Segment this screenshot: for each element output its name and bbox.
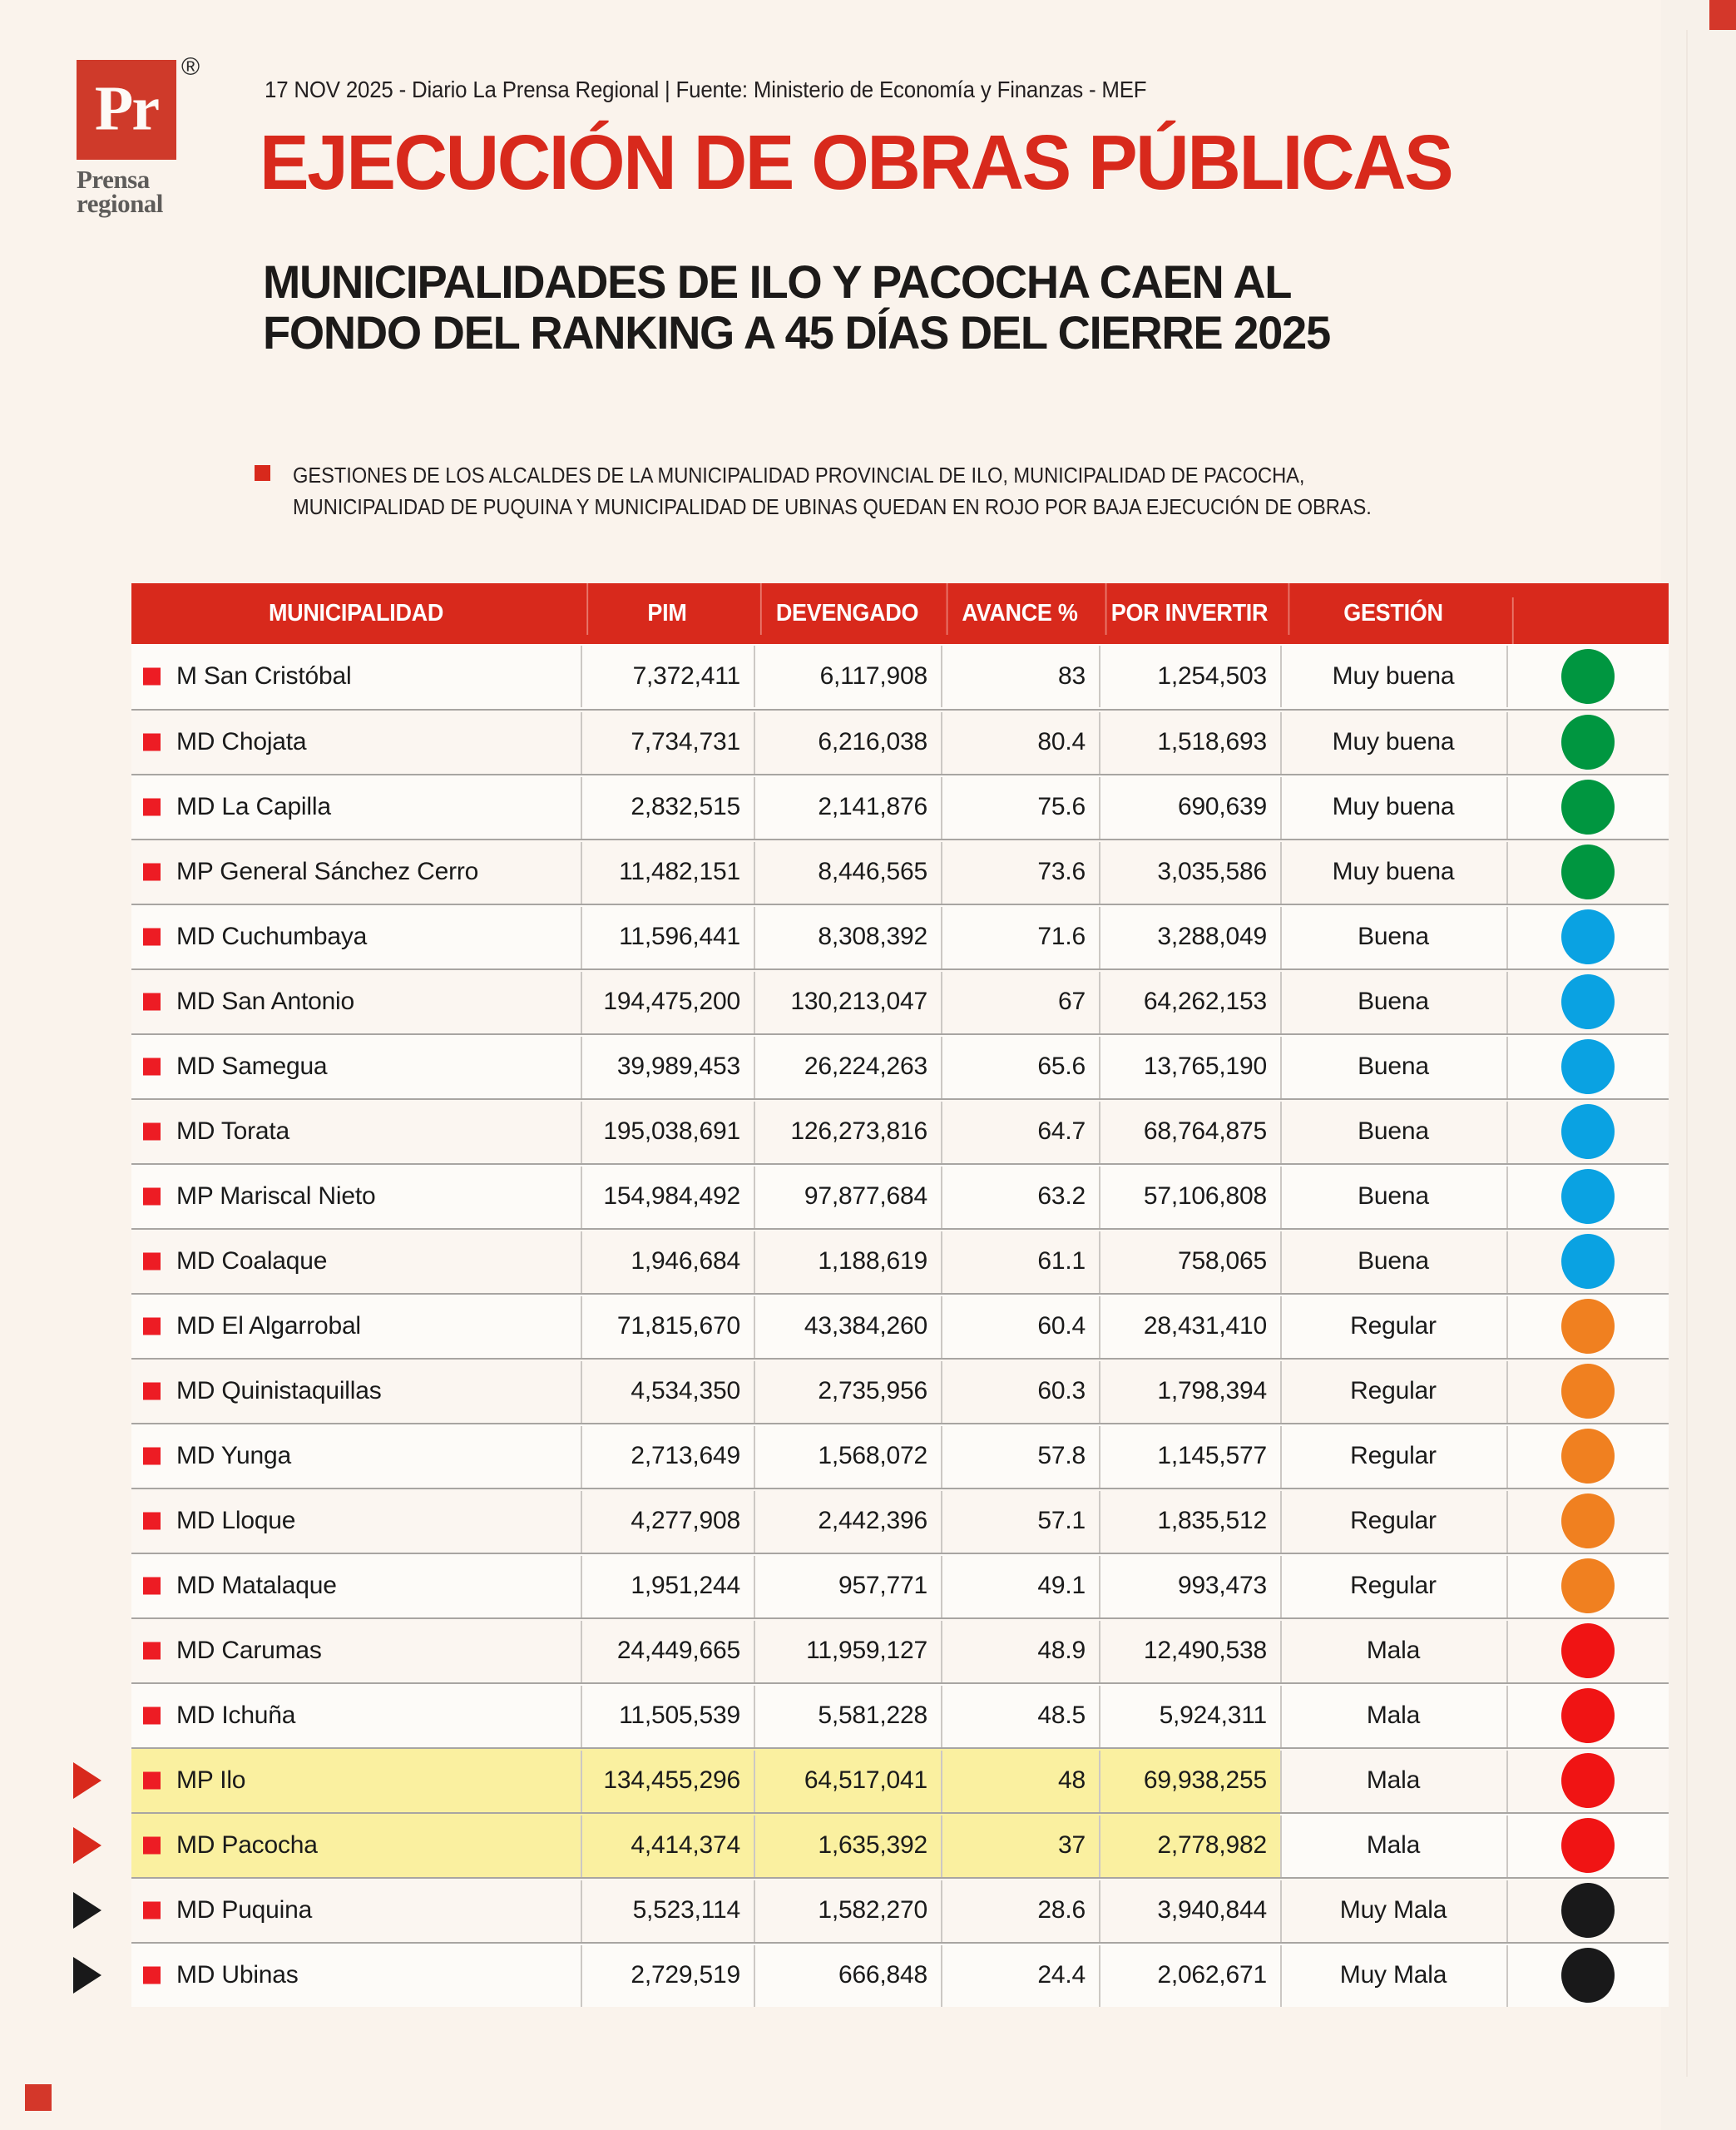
cell-avance: 63.2 [941, 1165, 1099, 1228]
cell-municipalidad [131, 1944, 581, 2007]
table-row [131, 1617, 1669, 1682]
cell-por-invertir: 13,765,190 [1099, 1035, 1280, 1098]
cell-pim: 2,832,515 [581, 775, 754, 839]
row-bullet-square-icon [143, 668, 161, 686]
cell-status [1506, 1489, 1669, 1553]
cell-gestion: Buena [1280, 1035, 1506, 1098]
status-badge [1561, 1429, 1615, 1484]
cell-municipalidad [131, 905, 581, 968]
cell-municipalidad [131, 1554, 581, 1617]
cell-devengado: 2,442,396 [754, 1489, 941, 1553]
column-header-municipalidad: MUNICIPALIDAD [268, 600, 444, 627]
cell-pim: 11,596,441 [581, 905, 754, 968]
table-row [131, 1942, 1669, 2007]
row-bullet-square-icon [143, 1837, 161, 1855]
logo-word-line1: Prensa [77, 165, 150, 194]
table-row [131, 1877, 1669, 1942]
cell-avance: 64.7 [941, 1100, 1099, 1163]
cell-municipalidad [131, 1749, 581, 1812]
right-rail [1661, 0, 1736, 2130]
cell-avance: 28.6 [941, 1879, 1099, 1942]
table-row [131, 1098, 1669, 1163]
cell-municipalidad [131, 775, 581, 839]
status-badge [1561, 1883, 1615, 1938]
cell-municipalidad [131, 1879, 581, 1942]
cell-por-invertir: 3,035,586 [1099, 840, 1280, 904]
cell-pim: 7,734,731 [581, 711, 754, 774]
subtitle-line1: MUNICIPALIDADES DE ILO Y PACOCHA CAEN AL [263, 255, 1292, 308]
subtitle-line2: FONDO DEL RANKING A 45 DÍAS DEL CIERRE 2025 [263, 306, 1330, 359]
status-badge [1561, 1623, 1615, 1678]
table-row [131, 1812, 1669, 1877]
table-row [131, 1228, 1669, 1293]
cell-avance: 83 [941, 644, 1099, 709]
cell-status [1506, 644, 1669, 709]
cell-por-invertir: 1,254,503 [1099, 644, 1280, 709]
cell-devengado: 957,771 [754, 1554, 941, 1617]
cell-devengado: 11,959,127 [754, 1619, 941, 1682]
cell-pim: 2,729,519 [581, 1944, 754, 2007]
rail-divider [1686, 30, 1688, 2077]
summary-note-line2: MUNICIPALIDAD DE PUQUINA Y MUNICIPALIDAD DE UBINAS QUEDAN EN ROJO POR BAJA EJECUCIÓN DE OBRAS. [293, 496, 1372, 520]
cell-avance: 24.4 [941, 1944, 1099, 2007]
cell-gestion: Mala [1280, 1619, 1506, 1682]
cell-avance: 73.6 [941, 840, 1099, 904]
row-bullet-square-icon [143, 1188, 161, 1206]
cell-devengado: 1,635,392 [754, 1814, 941, 1877]
row-bullet-square-icon [143, 1513, 161, 1530]
table-row [131, 774, 1669, 839]
cell-avance: 48.9 [941, 1619, 1099, 1682]
cell-pim: 4,414,374 [581, 1814, 754, 1877]
cell-avance: 60.3 [941, 1360, 1099, 1423]
municipalidad-label: MD El Algarrobal [176, 1312, 361, 1340]
cell-devengado: 97,877,684 [754, 1165, 941, 1228]
row-bullet-square-icon [143, 1448, 161, 1465]
row-bullet-square-icon [143, 1318, 161, 1335]
cell-devengado: 6,216,038 [754, 711, 941, 774]
cell-gestion: Muy buena [1280, 711, 1506, 774]
cell-gestion: Muy buena [1280, 775, 1506, 839]
cell-avance: 75.6 [941, 775, 1099, 839]
row-pointer-arrow-icon [73, 1957, 101, 1994]
cell-avance: 65.6 [941, 1035, 1099, 1098]
column-header-gestion: GESTIÓN [1288, 600, 1499, 627]
status-badge [1561, 1753, 1615, 1808]
row-pointer-arrow-icon [73, 1762, 101, 1799]
municipalidad-label: MD Quinistaquillas [176, 1377, 382, 1404]
cell-gestion: Buena [1280, 1230, 1506, 1293]
cell-pim: 154,984,492 [581, 1165, 754, 1228]
cell-avance: 61.1 [941, 1230, 1099, 1293]
cell-municipalidad [131, 644, 581, 709]
cell-devengado: 8,446,565 [754, 840, 941, 904]
cell-status [1506, 1295, 1669, 1358]
municipalidad-label: MD Chojata [176, 728, 307, 755]
status-badge [1561, 649, 1615, 704]
table-row [131, 1163, 1669, 1228]
status-badge [1561, 974, 1615, 1029]
municipalidad-label: MD La Capilla [176, 793, 331, 820]
status-badge [1561, 1948, 1615, 2003]
cell-avance: 60.4 [941, 1295, 1099, 1358]
cell-municipalidad [131, 1230, 581, 1293]
cell-status [1506, 1360, 1669, 1423]
municipalidad-label: MD Matalaque [176, 1572, 337, 1599]
cell-por-invertir: 12,490,538 [1099, 1619, 1280, 1682]
brand-logo [77, 53, 235, 218]
municipalidad-label: MD Ubinas [176, 1961, 299, 1989]
municipalidad-label: MD Cuchumbaya [176, 923, 368, 950]
cell-devengado: 666,848 [754, 1944, 941, 2007]
cell-status [1506, 905, 1669, 968]
cell-status [1506, 711, 1669, 774]
cell-status [1506, 1619, 1669, 1682]
cell-pim: 71,815,670 [581, 1295, 754, 1358]
status-badge [1561, 1364, 1615, 1419]
row-bullet-square-icon [143, 1123, 161, 1141]
cell-por-invertir: 69,938,255 [1099, 1749, 1280, 1812]
cell-devengado: 43,384,260 [754, 1295, 941, 1358]
subtitle [263, 256, 1330, 358]
table-row [131, 1682, 1669, 1747]
cell-avance: 37 [941, 1814, 1099, 1877]
cell-por-invertir: 2,062,671 [1099, 1944, 1280, 2007]
cell-por-invertir: 57,106,808 [1099, 1165, 1280, 1228]
cell-por-invertir: 1,518,693 [1099, 711, 1280, 774]
cell-status [1506, 1230, 1669, 1293]
table-row [131, 1553, 1669, 1617]
cell-por-invertir: 68,764,875 [1099, 1100, 1280, 1163]
municipalidad-label: MD Carumas [176, 1637, 322, 1664]
row-bullet-square-icon [143, 1707, 161, 1725]
cell-municipalidad [131, 711, 581, 774]
cell-municipalidad [131, 1360, 581, 1423]
cell-municipalidad [131, 1035, 581, 1098]
row-bullet-square-icon [143, 993, 161, 1011]
status-badge [1561, 1818, 1615, 1873]
cell-gestion: Regular [1280, 1424, 1506, 1488]
cell-avance: 67 [941, 970, 1099, 1033]
cell-avance: 48.5 [941, 1684, 1099, 1747]
cell-pim: 194,475,200 [581, 970, 754, 1033]
logo-initials: Pr [94, 73, 159, 144]
status-badge [1561, 1688, 1615, 1743]
status-badge [1561, 1039, 1615, 1094]
cell-devengado: 1,568,072 [754, 1424, 941, 1488]
cell-pim: 134,455,296 [581, 1749, 754, 1812]
cell-por-invertir: 758,065 [1099, 1230, 1280, 1293]
status-badge [1561, 780, 1615, 835]
cell-municipalidad [131, 1100, 581, 1163]
footer-square-icon [25, 2084, 52, 2111]
cell-pim: 7,372,411 [581, 644, 754, 709]
cell-municipalidad [131, 1489, 581, 1553]
table-row [131, 644, 1669, 709]
cell-gestion: Buena [1280, 970, 1506, 1033]
row-bullet-square-icon [143, 1058, 161, 1076]
table-row [131, 1423, 1669, 1488]
cell-por-invertir: 993,473 [1099, 1554, 1280, 1617]
cell-gestion: Muy Mala [1280, 1879, 1506, 1942]
cell-por-invertir: 64,262,153 [1099, 970, 1280, 1033]
cell-por-invertir: 690,639 [1099, 775, 1280, 839]
cell-pim: 1,946,684 [581, 1230, 754, 1293]
row-bullet-square-icon [143, 1967, 161, 1984]
status-badge [1561, 845, 1615, 899]
cell-devengado: 2,141,876 [754, 775, 941, 839]
status-badge [1561, 1234, 1615, 1289]
column-header-pim: PIM [586, 600, 747, 627]
cell-por-invertir: 1,798,394 [1099, 1360, 1280, 1423]
table-row [131, 839, 1669, 904]
cell-por-invertir: 5,924,311 [1099, 1684, 1280, 1747]
municipalidad-label: MD Lloque [176, 1507, 296, 1534]
vertical-site-url [1721, 0, 1736, 33]
cell-avance: 71.6 [941, 905, 1099, 968]
cell-pim: 11,482,151 [581, 840, 754, 904]
cell-devengado: 6,117,908 [754, 644, 941, 709]
table-body [131, 644, 1669, 2007]
cell-status [1506, 1749, 1669, 1812]
table-row [131, 1488, 1669, 1553]
row-bullet-square-icon [143, 1578, 161, 1595]
dateline: 17 NOV 2025 - Diario La Prensa Regional | Fuente: Ministerio de Economía y Finanzas - MEF [265, 77, 1147, 102]
cell-status [1506, 1424, 1669, 1488]
table-header-row [131, 583, 1669, 644]
cell-status [1506, 840, 1669, 904]
status-badge [1561, 715, 1615, 770]
cell-gestion: Regular [1280, 1554, 1506, 1617]
cell-por-invertir: 3,288,049 [1099, 905, 1280, 968]
row-pointer-arrow-icon [73, 1827, 101, 1864]
cell-gestion: Muy buena [1280, 840, 1506, 904]
column-header-por-invertir: POR INVERTIR [1105, 600, 1274, 627]
municipalidad-label: MD Torata [176, 1117, 290, 1145]
cell-pim: 5,523,114 [581, 1879, 754, 1942]
cell-devengado: 130,213,047 [754, 970, 941, 1033]
cell-devengado: 8,308,392 [754, 905, 941, 968]
table-row [131, 1293, 1669, 1358]
table-row [131, 1358, 1669, 1423]
cell-pim: 4,534,350 [581, 1360, 754, 1423]
row-pointer-arrow-icon [73, 1892, 101, 1929]
cell-municipalidad [131, 840, 581, 904]
column-header-devengado: DEVENGADO [760, 600, 934, 627]
cell-status [1506, 1554, 1669, 1617]
row-bullet-square-icon [143, 1772, 161, 1790]
cell-por-invertir: 1,145,577 [1099, 1424, 1280, 1488]
status-badge [1561, 1558, 1615, 1613]
cell-por-invertir: 1,835,512 [1099, 1489, 1280, 1553]
cell-gestion: Mala [1280, 1684, 1506, 1747]
row-bullet-square-icon [143, 799, 161, 816]
cell-status [1506, 1814, 1669, 1877]
cell-municipalidad [131, 1165, 581, 1228]
logo-mark [77, 53, 200, 160]
cell-avance: 57.1 [941, 1489, 1099, 1553]
column-header-avance: AVANCE % [947, 600, 1094, 627]
municipalidad-label: MD Samegua [176, 1053, 328, 1080]
cell-pim: 2,713,649 [581, 1424, 754, 1488]
cell-status [1506, 1944, 1669, 2007]
cell-gestion: Buena [1280, 1165, 1506, 1228]
row-bullet-square-icon [143, 929, 161, 946]
cell-municipalidad [131, 1814, 581, 1877]
row-bullet-square-icon [143, 1253, 161, 1271]
cell-gestion: Buena [1280, 905, 1506, 968]
status-badge [1561, 1169, 1615, 1224]
municipalidad-label: M San Cristóbal [176, 662, 352, 690]
municipalidad-label: MP General Sánchez Cerro [176, 858, 479, 885]
cell-devengado: 26,224,263 [754, 1035, 941, 1098]
summary-note-line1: GESTIONES DE LOS ALCALDES DE LA MUNICIPALIDAD PROVINCIAL DE ILO, MUNICIPALIDAD DE PACOCHA, [293, 464, 1305, 488]
cell-por-invertir: 3,940,844 [1099, 1879, 1280, 1942]
municipalidad-label: MD Puquina [176, 1896, 313, 1924]
cell-status [1506, 970, 1669, 1033]
cell-gestion: Muy buena [1280, 644, 1506, 709]
page-title: EJECUCIÓN DE OBRAS PÚBLICAS [260, 119, 1452, 206]
status-badge [1561, 909, 1615, 964]
cell-municipalidad [131, 1424, 581, 1488]
cell-gestion: Mala [1280, 1749, 1506, 1812]
row-bullet-square-icon [143, 1902, 161, 1919]
cell-gestion: Mala [1280, 1814, 1506, 1877]
cell-devengado: 5,581,228 [754, 1684, 941, 1747]
cell-avance: 57.8 [941, 1424, 1099, 1488]
row-bullet-square-icon [143, 1642, 161, 1660]
cell-gestion: Regular [1280, 1489, 1506, 1553]
cell-devengado: 2,735,956 [754, 1360, 941, 1423]
cell-municipalidad [131, 1295, 581, 1358]
bullet-square-icon [255, 465, 270, 481]
status-badge [1561, 1299, 1615, 1354]
municipalidad-label: MD Yunga [176, 1442, 291, 1469]
municipalidad-label: MD Ichuña [176, 1702, 296, 1729]
registered-trademark-icon: ® [181, 53, 200, 81]
cell-status [1506, 1684, 1669, 1747]
municipalidad-label: MP Mariscal Nieto [176, 1182, 376, 1210]
cell-por-invertir: 28,431,410 [1099, 1295, 1280, 1358]
table-row [131, 709, 1669, 774]
cell-por-invertir: 2,778,982 [1099, 1814, 1280, 1877]
cell-status [1506, 1100, 1669, 1163]
municipalidad-label: MD Pacocha [176, 1831, 318, 1859]
cell-municipalidad [131, 970, 581, 1033]
cell-municipalidad [131, 1619, 581, 1682]
row-bullet-square-icon [143, 1383, 161, 1400]
cell-gestion: Buena [1280, 1100, 1506, 1163]
row-bullet-square-icon [143, 864, 161, 881]
logo-wordmark [77, 165, 235, 218]
summary-note-text [293, 460, 1534, 524]
cell-avance: 49.1 [941, 1554, 1099, 1617]
cell-pim: 24,449,665 [581, 1619, 754, 1682]
cell-municipalidad [131, 1684, 581, 1747]
cell-pim: 4,277,908 [581, 1489, 754, 1553]
municipalidad-label: MD Coalaque [176, 1247, 328, 1275]
cell-gestion: Muy Mala [1280, 1944, 1506, 2007]
municipalidad-label: MD San Antonio [176, 988, 354, 1015]
table-row [131, 904, 1669, 968]
summary-note [263, 460, 1627, 524]
cell-devengado: 64,517,041 [754, 1749, 941, 1812]
row-bullet-square-icon [143, 734, 161, 751]
cell-status [1506, 1165, 1669, 1228]
cell-status [1506, 775, 1669, 839]
cell-gestion: Regular [1280, 1295, 1506, 1358]
cell-status [1506, 1035, 1669, 1098]
cell-avance: 80.4 [941, 711, 1099, 774]
cell-devengado: 1,188,619 [754, 1230, 941, 1293]
municipalidad-label: MP Ilo [176, 1766, 246, 1794]
logo-word-line2: regional [77, 188, 163, 218]
cell-pim: 39,989,453 [581, 1035, 754, 1098]
cell-status [1506, 1879, 1669, 1942]
execution-table [131, 583, 1669, 2007]
table-row [131, 1747, 1669, 1812]
cell-devengado: 1,582,270 [754, 1879, 941, 1942]
cell-pim: 195,038,691 [581, 1100, 754, 1163]
cell-pim: 11,505,539 [581, 1684, 754, 1747]
cell-avance: 48 [941, 1749, 1099, 1812]
status-badge [1561, 1104, 1615, 1159]
status-badge [1561, 1493, 1615, 1548]
cell-gestion: Regular [1280, 1360, 1506, 1423]
table-row [131, 968, 1669, 1033]
table-row [131, 1033, 1669, 1098]
cell-devengado: 126,273,816 [754, 1100, 941, 1163]
cell-pim: 1,951,244 [581, 1554, 754, 1617]
